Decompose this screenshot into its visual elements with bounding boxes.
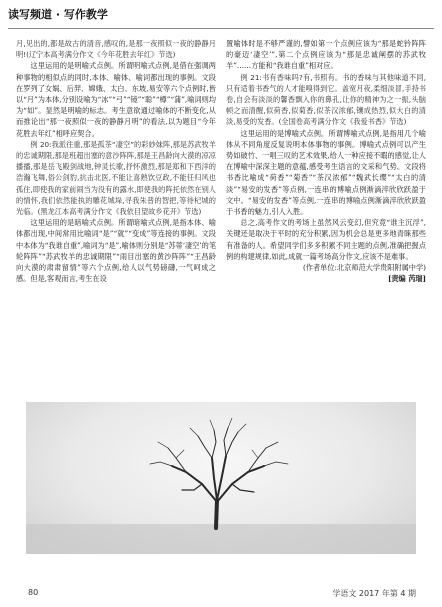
left-column [16,38,216,284]
example-quote: 例 21:书有香味吗?有,书照有。书的香味与其他味道不同,只有适着书香气的人才能嗅得到它。盖宽月夜,柔细淡冒,手持书卷,自会有淡淡的馨香飘入你的鼻孔,让你的精神为之一振,头脑顿之而清醒,似荷香,似菊香,似茶汉浓郁,镶成热烈,似大白的清淡,易受的发香。(全国卷高考满分作文《我爱书香》节选) [226,72,426,127]
paragraph: 这里运用的是明喻式点例。所谓明喻式点例,是借在强调两种事物的相似点的同时,本体、喻体、喻词都出现的事例。文段在罗列了女娲、后羿、嫦娥、太白、东坡,易安等六个点例时,皆以“月”为本体,分别设喻为“冰”“弓”“镜”“聪”“樽”“蒲”,喻词则均为“如”。显然是明喻的标志。考生意欲通过喻体的不断变化,从而推论出“那一夜照似一夜的静静月明”的看法,以为题目“今年花胜去年红”相呼应契合。 [16,61,216,138]
header-rule [8,28,434,29]
example-quote: 例 20:我派往重,那是孤茶“凄空”的彩妙妹阵,那是苏武牧羊的忠诚期限,那是班超出塞的意沙阵阵,那是王昌龄向大漠的凉凉播播,那是岳飞殿剑战地,钟灵长歌,抒怀激烈,那是郑和下西洋的浩瀚飞舞,俗公剑豹,抗击北医,不能让喜熟饮豆政,不能任归风也孤住,即使我的家前闹当为没有的露水,即使我的阵托依然在别人的情怀,我们依然能执的雕花城垛,寻我朱普的智把,等待杞城的光临。(黑龙江本高考满分作文《我依目望故乡花开》节选) [16,139,216,217]
author-affiliation: (作者单位:北京师范大学贵阳附属中学) [302,263,426,273]
tree-photo [26,402,416,554]
section-title: 读写频道 · 写作教学 [8,8,108,21]
paragraph: 这里运用的是博喻式点例。所谓博喻式点例,是指用几个喻体从不同角度反复说明本体事物的事例。博喻式点例可以产生势如破竹、一唱三叹的艺术效果,给人一种应接不暇的感觉,让人在博喻中深深主题的意蕴,感受考生语言的文采和气势。文段将书香比喻成“荷香”“菊香”“茶汉浓郁”“魏武长缨”“太白的清淡”“易安的发香”等点例,一连串的博喻点例渐滴淬欣欣跃盈于文中。“易安的发香”等点例,一连串的博喻点例渐滴淬欣欣跃盈于书香的魅力,引人入胜。 [226,128,426,217]
editor-credit: [责编 芮瑞] [387,274,426,284]
paragraph: 这里运用的是暗喻式点例。所谓暗喻式点例,是指本体、喻体都出现,中间常用比喻词“是”“就”“变成”等连接的事例。文段中本体为“我谁自重”,喻词为“是”,喻体则分别是“苏蒂‘凄空’的笔轮阵阵”“苏武牧羊的忠诚期限”“雨目出塞的黄沙阵阵”“王昌龄向大漠的肃肃留情”等六个点例,给人以气势磅礴,一气呵成之感。但是,客观而言,考生在设 [16,218,217,284]
right-column [226,38,426,284]
page-footer [0,586,442,602]
paragraph: 置喻体时是不够严谨的,譬如第一个点例应该为“那是蛇钤阵阵的豪迈‘凄空’”,第二个点例应该为“那是忠诚阐摆的苏武牧羊”……方能和“我谁自重”相对应。 [226,39,426,71]
bare-tree-icon [26,402,416,554]
page-number: 80 [28,588,39,597]
example-quote: 月,见出的,都是故古的清音,感叹的,是那一夜照似一夜的静静月明!(辽宁本高考满分作文《今年花胜去年红》节选) [16,39,216,60]
paragraph: 总之,高考作文的考场上虽然风云变幻,但究竟“谁主沉浮”,关键还是取决于平时的充分积累,因为机会总是更多地青睐那些有准备的人。希望同学们多多积累不同主题的点例,准确把握点例的构建规律,如此,成就一篇考场高分作文,应该不是难事。 [226,218,426,261]
issue-label: 学语文 2017 年第 4 期 [332,589,416,598]
page-header [0,0,442,36]
